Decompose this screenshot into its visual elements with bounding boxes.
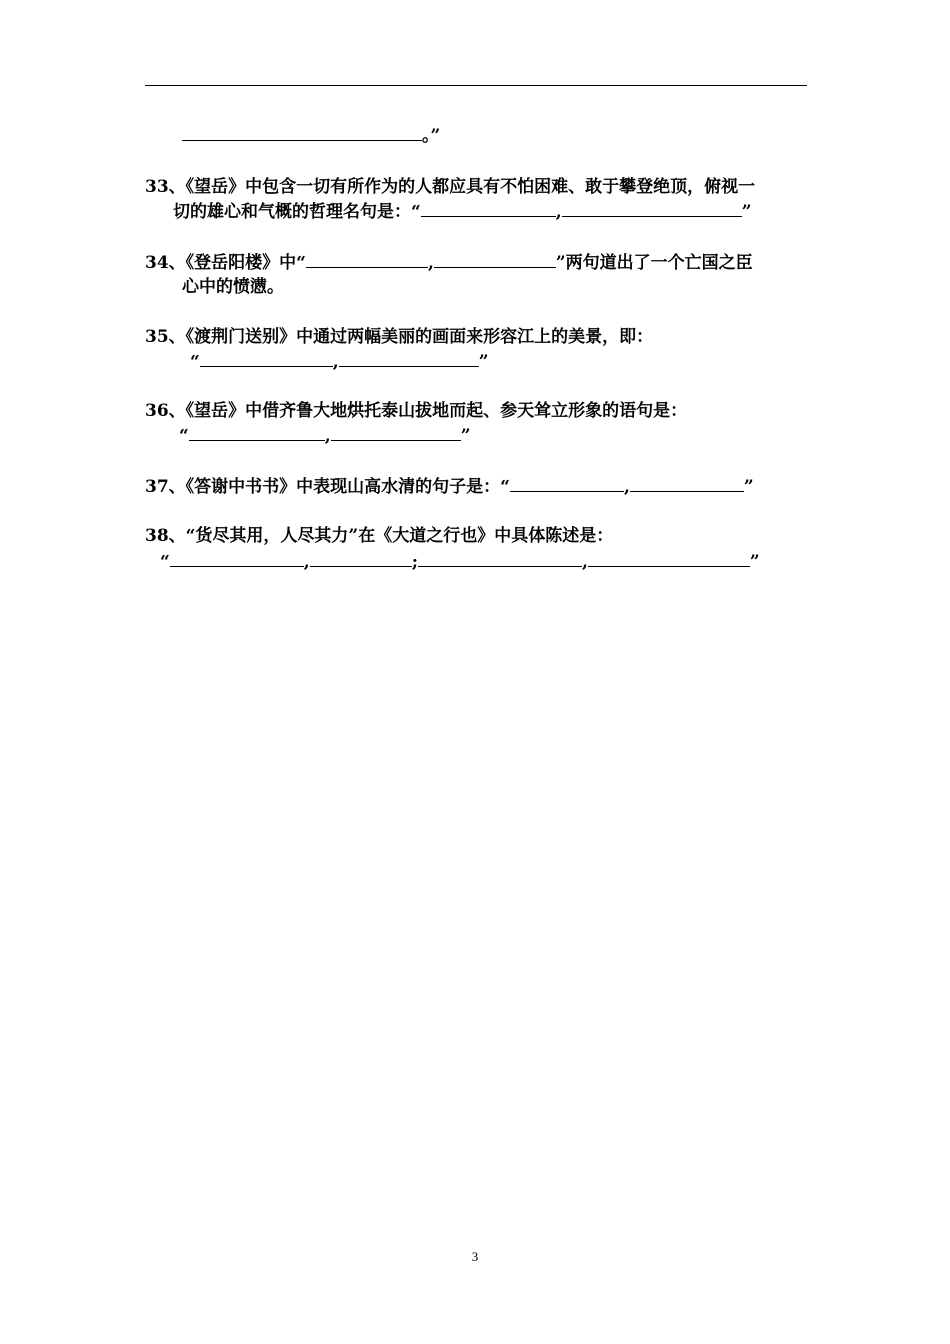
answer-blank[interactable] (331, 424, 461, 441)
answer-blank[interactable] (189, 424, 325, 441)
question-36-line-2 (179, 424, 470, 447)
question-37 (145, 475, 754, 498)
answer-blank[interactable] (339, 350, 479, 367)
closing-quote: ” (478, 352, 489, 372)
answer-blank[interactable] (306, 251, 428, 268)
closing-quote: ” (749, 552, 760, 572)
separator: , (581, 552, 588, 572)
answer-blank[interactable] (562, 200, 742, 217)
opening-quote: “ (160, 552, 170, 572)
page-number: 3 (471, 1249, 479, 1264)
answer-blank[interactable] (421, 200, 556, 217)
answer-blank[interactable] (200, 350, 333, 367)
answer-blank[interactable] (434, 251, 556, 268)
answer-blank[interactable] (182, 124, 422, 141)
question-32-continuation (182, 124, 440, 147)
opening-quote: “ (190, 352, 200, 372)
question-35-line-1: 35、《渡荆门送别》中通过两幅美丽的画面来形容江上的美景，即： (145, 327, 654, 347)
answer-blank[interactable] (630, 475, 744, 492)
separator: , (555, 202, 562, 222)
separator: , (427, 253, 434, 273)
separator: ; (411, 552, 418, 572)
question-34-prompt: 34、《登岳阳楼》中“ (145, 253, 306, 273)
answer-blank[interactable] (170, 550, 304, 567)
closing-quote: ” (460, 426, 471, 446)
separator: , (332, 352, 339, 372)
closing-quote: ” (743, 477, 754, 497)
question-36-line-1: 36、《望岳》中借齐鲁大地烘托泰山拔地而起、参天耸立形象的语句是： (145, 401, 688, 421)
question-34-line-1 (145, 251, 753, 274)
separator: , (303, 552, 310, 572)
opening-quote: “ (179, 426, 189, 446)
question-32-end: 。” (422, 126, 441, 146)
question-33-prompt: 切的雄心和气概的哲理名句是：“ (173, 202, 421, 222)
question-35-line-2 (190, 350, 488, 373)
separator: , (623, 477, 630, 497)
answer-line-top (145, 85, 807, 86)
question-34-tail: ”两句道出了一个亡国之臣 (555, 253, 753, 273)
answer-blank[interactable] (310, 550, 412, 567)
question-33-line-2 (173, 200, 751, 223)
answer-blank[interactable] (418, 550, 582, 567)
question-38-line-1: 38、“货尽其用，人尽其力”在《大道之行也》中具体陈述是： (145, 526, 614, 546)
separator: , (324, 426, 331, 446)
answer-blank[interactable] (510, 475, 624, 492)
question-34-line-2: 心中的愤懑。 (182, 277, 284, 297)
answer-blank[interactable] (588, 550, 750, 567)
question-37-prompt: 37、《答谢中书书》中表现山高水清的句子是：“ (145, 477, 510, 497)
question-38-line-2 (160, 550, 760, 573)
closing-quote: ” (741, 202, 752, 222)
question-33-line-1: 33、《望岳》中包含一切有所作为的人都应具有不怕困难、敢于攀登绝顶，俯视一 (145, 177, 756, 197)
